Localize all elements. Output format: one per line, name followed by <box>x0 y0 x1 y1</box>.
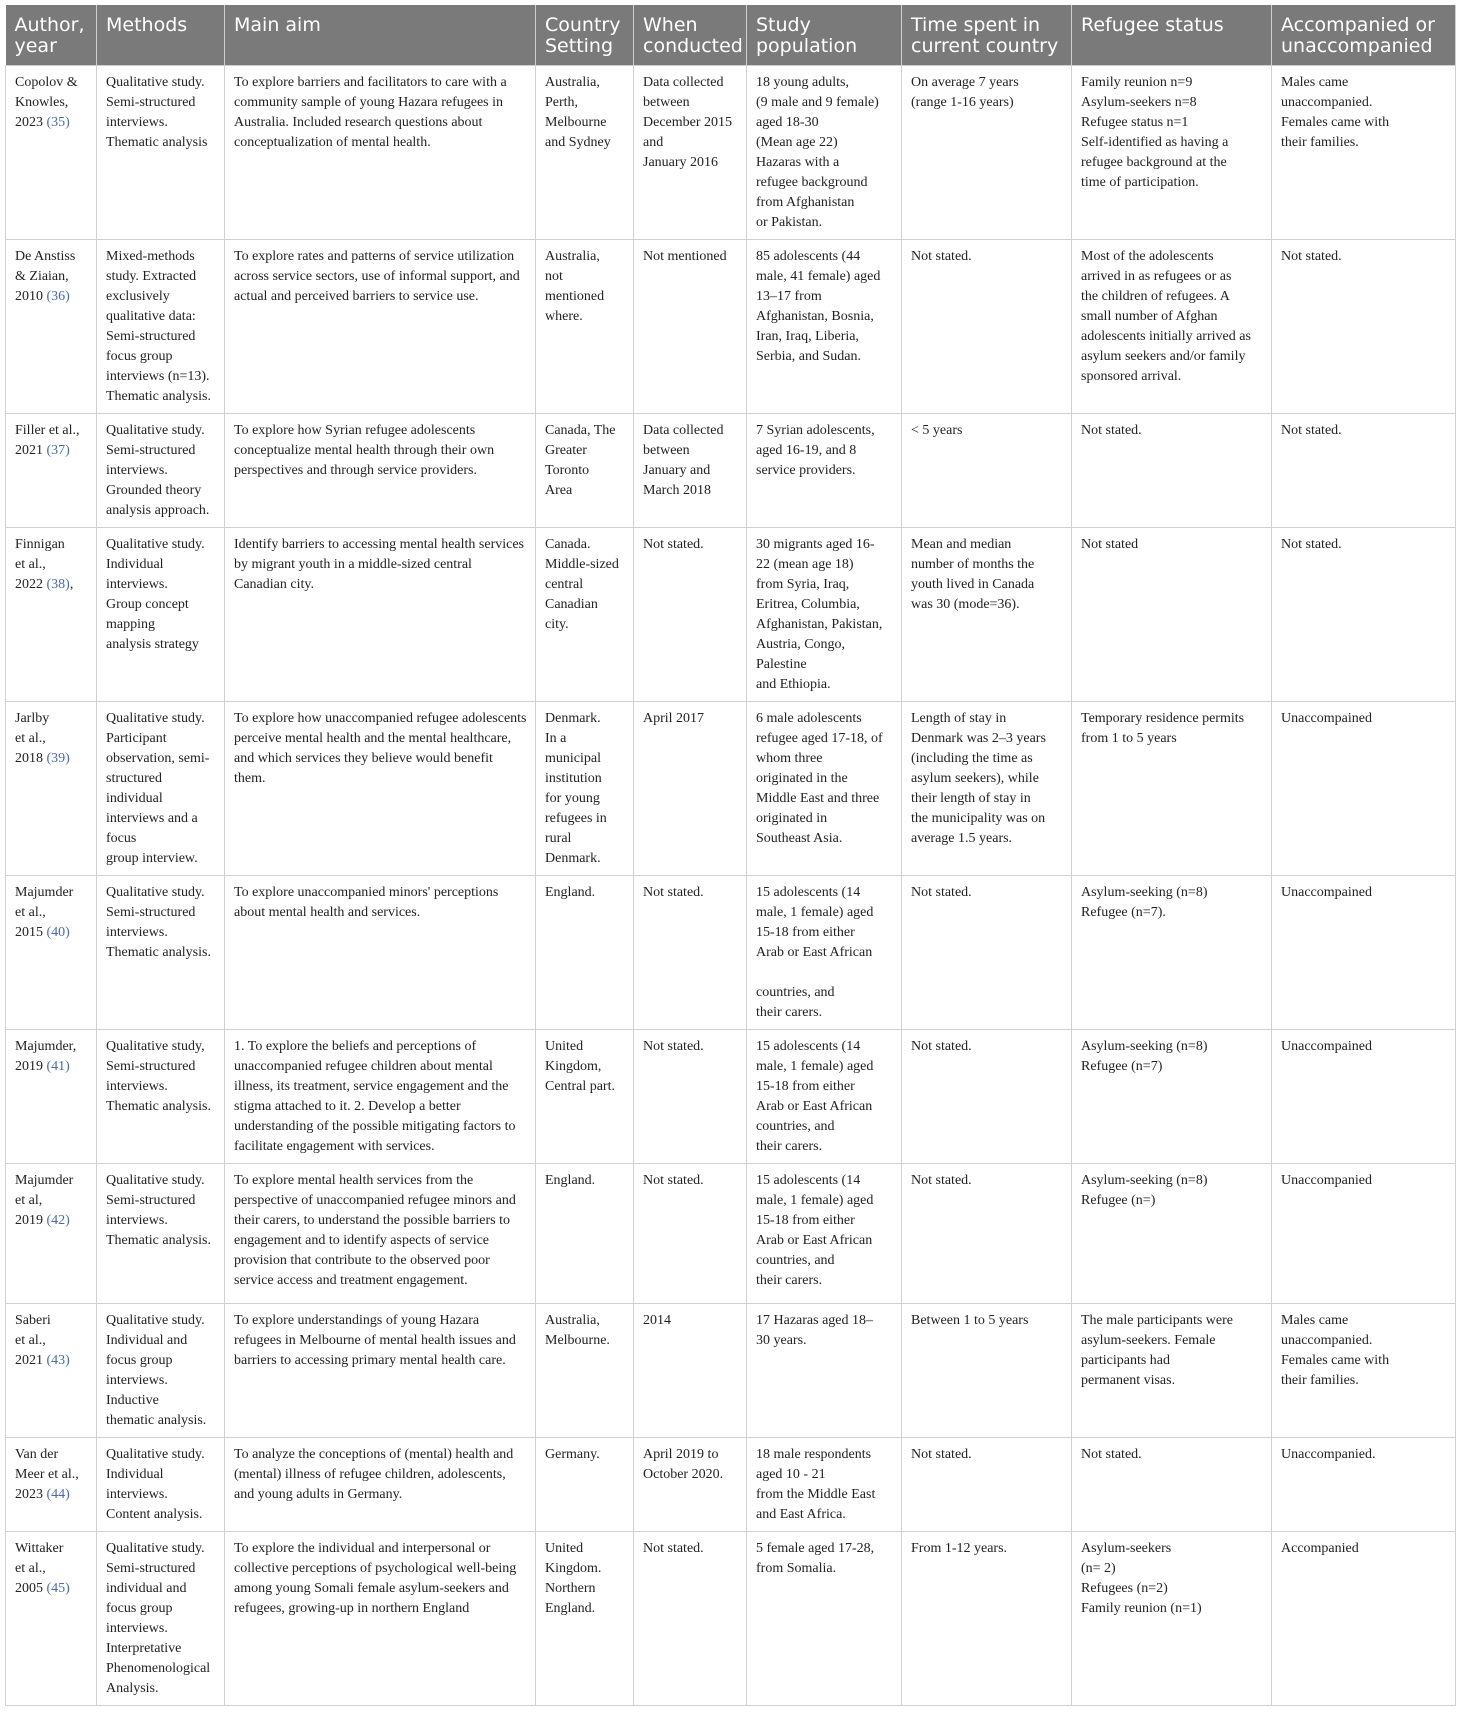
cell-when: Not stated. <box>634 876 747 1030</box>
cell-author <box>6 528 97 702</box>
cell-time: Not stated. <box>902 1030 1072 1164</box>
table-row <box>6 702 1456 876</box>
table-row <box>6 876 1456 1030</box>
table-row <box>6 528 1456 702</box>
reference-link[interactable]: (44) <box>46 1487 70 1502</box>
cell-population: 18 young adults, (9 male and 9 female) aged 18-30 (Mean age 22) Hazaras with a refugee background from Afghanistan or Pakistan. <box>747 66 902 240</box>
cell-when: Not stated. <box>634 528 747 702</box>
table-row <box>6 1030 1456 1164</box>
cell-country: Australia, Perth, Melbourne and Sydney <box>536 66 634 240</box>
cell-methods: Qualitative study. Semi-structured interviews. Grounded theory analysis approach. <box>97 414 225 528</box>
table-row <box>6 1532 1456 1706</box>
reference-link[interactable]: (40) <box>46 925 70 940</box>
cell-accompanied: Not stated. <box>1272 528 1456 702</box>
reference-link[interactable]: (43) <box>46 1353 70 1368</box>
cell-accompanied: Not stated. <box>1272 240 1456 414</box>
header-when: When conducted <box>634 5 747 66</box>
cell-accompanied: Males came unaccompanied. Females came with their families. <box>1272 1304 1456 1438</box>
cell-aim: To explore mental health services from the perspective of unaccompanied refugee minors and their carers, to understand the possible barriers to engagement and to identify aspects of service provision that contribute to the observed poor service access and treatment engagement. <box>225 1164 536 1304</box>
cell-population: 5 female aged 17-28, from Somalia. <box>747 1532 902 1706</box>
cell-when: April 2017 <box>634 702 747 876</box>
cell-time: Mean and median number of months the youth lived in Canada was 30 (mode=36). <box>902 528 1072 702</box>
cell-status: Temporary residence permits from 1 to 5 years <box>1072 702 1272 876</box>
cell-population: 18 male respondents aged 10 - 21 from the Middle East and East Africa. <box>747 1438 902 1532</box>
author-name: Copolov & Knowles, 2023 <box>15 75 78 130</box>
reference-link[interactable]: (37) <box>46 443 70 458</box>
cell-author <box>6 1304 97 1438</box>
cell-accompanied: Not stated. <box>1272 414 1456 528</box>
author-name: Filler et al., 2021 <box>15 423 80 458</box>
cell-accompanied: Unaccompanied. <box>1272 1438 1456 1532</box>
cell-when: 2014 <box>634 1304 747 1438</box>
header-accompanied: Accompanied or unaccompanied <box>1272 5 1456 66</box>
cell-population: 6 male adolescents refugee aged 17-18, of whom three originated in the Middle East and three originated in Southeast Asia. <box>747 702 902 876</box>
cell-author <box>6 1030 97 1164</box>
cell-country: Germany. <box>536 1438 634 1532</box>
cell-accompanied: Males came unaccompanied. Females came with their families. <box>1272 66 1456 240</box>
study-characteristics-table <box>5 5 1456 1706</box>
cell-methods: Qualitative study. Individual interviews. Group concept mapping analysis strategy <box>97 528 225 702</box>
reference-link[interactable]: (35) <box>46 115 70 130</box>
cell-when: Not stated. <box>634 1532 747 1706</box>
cell-population: 85 adolescents (44 male, 41 female) aged 13–17 from Afghanistan, Bosnia, Iran, Iraq, Liberia, Serbia, and Sudan. <box>747 240 902 414</box>
table-row <box>6 1438 1456 1532</box>
author-name: Wittaker et al., 2005 <box>15 1541 64 1596</box>
reference-link[interactable]: (42) <box>46 1213 70 1228</box>
table-row <box>6 1164 1456 1304</box>
cell-status: Not stated <box>1072 528 1272 702</box>
cell-author <box>6 1532 97 1706</box>
cell-country: Canada, The Greater Toronto Area <box>536 414 634 528</box>
cell-country: United Kingdom. Northern England. <box>536 1532 634 1706</box>
cell-status: The male participants were asylum-seekers. Female participants had permanent visas. <box>1072 1304 1272 1438</box>
author-name: De Anstiss & Ziaian, 2010 <box>15 249 76 304</box>
reference-link[interactable]: (39) <box>46 751 70 766</box>
cell-population: 15 adolescents (14 male, 1 female) aged 15-18 from either Arab or East African countries, and their carers. <box>747 1164 902 1304</box>
cell-methods: Qualitative study. Individual interviews. Content analysis. <box>97 1438 225 1532</box>
cell-aim: To explore the individual and interpersonal or collective perceptions of psychological well-being among young Somali female asylum-seekers and refugees, growing-up in northern England <box>225 1532 536 1706</box>
reference-link[interactable]: (36) <box>46 289 70 304</box>
cell-methods: Qualitative study. Semi-structured interviews. Thematic analysis. <box>97 876 225 1030</box>
cell-accompanied: Unaccompanied <box>1272 1164 1456 1304</box>
table-row <box>6 1304 1456 1438</box>
cell-country: Australia, Melbourne. <box>536 1304 634 1438</box>
cell-aim: To explore understandings of young Hazara refugees in Melbourne of mental health issues and barriers to accessing primary mental health care. <box>225 1304 536 1438</box>
cell-aim: To explore rates and patterns of service utilization across service sectors, use of informal support, and actual and perceived barriers to service use. <box>225 240 536 414</box>
cell-population: 15 adolescents (14 male, 1 female) aged 15-18 from either Arab or East African countries, and their carers. <box>747 1030 902 1164</box>
table-row <box>6 66 1456 240</box>
cell-time: From 1-12 years. <box>902 1532 1072 1706</box>
cell-when: Not stated. <box>634 1164 747 1304</box>
author-tail: , <box>69 577 74 592</box>
header-methods: Methods <box>97 5 225 66</box>
cell-when: Not stated. <box>634 1030 747 1164</box>
cell-country: England. <box>536 1164 634 1304</box>
cell-aim: To explore unaccompanied minors' perceptions about mental health and services. <box>225 876 536 1030</box>
cell-country: United Kingdom, Central part. <box>536 1030 634 1164</box>
cell-author <box>6 414 97 528</box>
cell-status: Asylum-seeking (n=8) Refugee (n=) <box>1072 1164 1272 1304</box>
author-name: Majumder et al, 2019 <box>15 1173 74 1228</box>
cell-methods: Qualitative study. Semi-structured interviews. Thematic analysis. <box>97 1164 225 1304</box>
cell-population: 7 Syrian adolescents, aged 16-19, and 8 service providers. <box>747 414 902 528</box>
cell-time: Not stated. <box>902 876 1072 1030</box>
cell-aim: To explore how Syrian refugee adolescents conceptualize mental health through their own perspectives and through service providers. <box>225 414 536 528</box>
cell-methods: Qualitative study. Semi-structured individual and focus group interviews. Interpretative Phenomenological Analysis. <box>97 1532 225 1706</box>
header-row <box>6 5 1456 66</box>
cell-accompanied: Accompanied <box>1272 1532 1456 1706</box>
cell-methods: Qualitative study, Semi-structured interviews. Thematic analysis. <box>97 1030 225 1164</box>
author-name: Majumder, 2019 <box>15 1039 77 1074</box>
table-row <box>6 240 1456 414</box>
cell-country: Canada. Middle-sized central Canadian city. <box>536 528 634 702</box>
cell-when: Data collected between January and March 2018 <box>634 414 747 528</box>
cell-status: Not stated. <box>1072 414 1272 528</box>
cell-accompanied: Unaccompained <box>1272 1030 1456 1164</box>
cell-country: Denmark. In a municipal institution for young refugees in rural Denmark. <box>536 702 634 876</box>
author-name: Majumder et al., 2015 <box>15 885 74 940</box>
cell-time: Length of stay in Denmark was 2–3 years (including the time as asylum seekers), while their length of stay in the municipality was on average 1.5 years. <box>902 702 1072 876</box>
author-name: Finnigan et al., 2022 <box>15 537 65 592</box>
author-name: Saberi et al., 2021 <box>15 1313 51 1368</box>
cell-author <box>6 1164 97 1304</box>
cell-author <box>6 876 97 1030</box>
cell-aim: To explore how unaccompanied refugee adolescents perceive mental health and the mental healthcare, and which services they believe would benefit them. <box>225 702 536 876</box>
header-main-aim: Main aim <box>225 5 536 66</box>
header-country: Country Setting <box>536 5 634 66</box>
cell-time: Not stated. <box>902 240 1072 414</box>
header-population: Study population <box>747 5 902 66</box>
cell-methods: Mixed-methods study. Extracted exclusively qualitative data: Semi-structured focus group interviews (n=13). Thematic analysis. <box>97 240 225 414</box>
cell-methods: Qualitative study. Semi-structured interviews. Thematic analysis <box>97 66 225 240</box>
table-row <box>6 414 1456 528</box>
cell-time: Not stated. <box>902 1164 1072 1304</box>
cell-status: Asylum-seeking (n=8) Refugee (n=7). <box>1072 876 1272 1030</box>
cell-status: Asylum-seeking (n=8) Refugee (n=7) <box>1072 1030 1272 1164</box>
cell-time: < 5 years <box>902 414 1072 528</box>
cell-author <box>6 1438 97 1532</box>
cell-time: Between 1 to 5 years <box>902 1304 1072 1438</box>
author-name: Van der Meer et al., 2023 <box>15 1447 79 1502</box>
cell-aim: To analyze the conceptions of (mental) health and (mental) illness of refugee children, adolescents, and young adults in Germany. <box>225 1438 536 1532</box>
cell-methods: Qualitative study. Participant observation, semi- structured individual interviews and a focus group interview. <box>97 702 225 876</box>
cell-aim: 1. To explore the beliefs and perceptions of unaccompanied refugee children about mental illness, its treatment, service engagement and the stigma attached to it. 2. Develop a better understanding of the possible mitigating factors to facilitate engagement with services. <box>225 1030 536 1164</box>
cell-accompanied: Unaccompained <box>1272 702 1456 876</box>
cell-time: Not stated. <box>902 1438 1072 1532</box>
header-refugee-status: Refugee status <box>1072 5 1272 66</box>
reference-link[interactable]: (38) <box>46 577 70 592</box>
cell-time: On average 7 years (range 1-16 years) <box>902 66 1072 240</box>
author-name: Jarlby et al., 2018 <box>15 711 50 766</box>
cell-population: 30 migrants aged 16- 22 (mean age 18) from Syria, Iraq, Eritrea, Columbia, Afghanistan, Pakistan, Austria, Congo, Palestine and Ethiopia. <box>747 528 902 702</box>
cell-aim: To explore barriers and facilitators to care with a community sample of young Hazara refugees in Australia. Included research questions about conceptualization of mental health. <box>225 66 536 240</box>
cell-methods: Qualitative study. Individual and focus group interviews. Inductive thematic analysis. <box>97 1304 225 1438</box>
cell-population: 15 adolescents (14 male, 1 female) aged 15-18 from either Arab or East African countries, and their carers. <box>747 876 902 1030</box>
cell-country: Australia, not mentioned where. <box>536 240 634 414</box>
cell-status: Not stated. <box>1072 1438 1272 1532</box>
cell-when: April 2019 to October 2020. <box>634 1438 747 1532</box>
header-time: Time spent in current country <box>902 5 1072 66</box>
cell-country: England. <box>536 876 634 1030</box>
cell-author <box>6 66 97 240</box>
header-author: Author, year <box>6 5 97 66</box>
cell-accompanied: Unaccompained <box>1272 876 1456 1030</box>
reference-link[interactable]: (41) <box>46 1059 70 1074</box>
cell-status: Asylum-seekers (n= 2) Refugees (n=2) Family reunion (n=1) <box>1072 1532 1272 1706</box>
cell-status: Most of the adolescents arrived in as refugees or as the children of refugees. A small number of Afghan adolescents initially arrived as asylum seekers and/or family sponsored arrival. <box>1072 240 1272 414</box>
cell-aim: Identify barriers to accessing mental health services by migrant youth in a middle-sized central Canadian city. <box>225 528 536 702</box>
table-container <box>5 5 1455 1706</box>
cell-population: 17 Hazaras aged 18– 30 years. <box>747 1304 902 1438</box>
reference-link[interactable]: (45) <box>46 1581 70 1596</box>
cell-status: Family reunion n=9 Asylum-seekers n=8 Refugee status n=1 Self-identified as having a refugee background at the time of participation. <box>1072 66 1272 240</box>
cell-when: Not mentioned <box>634 240 747 414</box>
cell-author <box>6 240 97 414</box>
cell-author <box>6 702 97 876</box>
cell-when: Data collected between December 2015 and January 2016 <box>634 66 747 240</box>
